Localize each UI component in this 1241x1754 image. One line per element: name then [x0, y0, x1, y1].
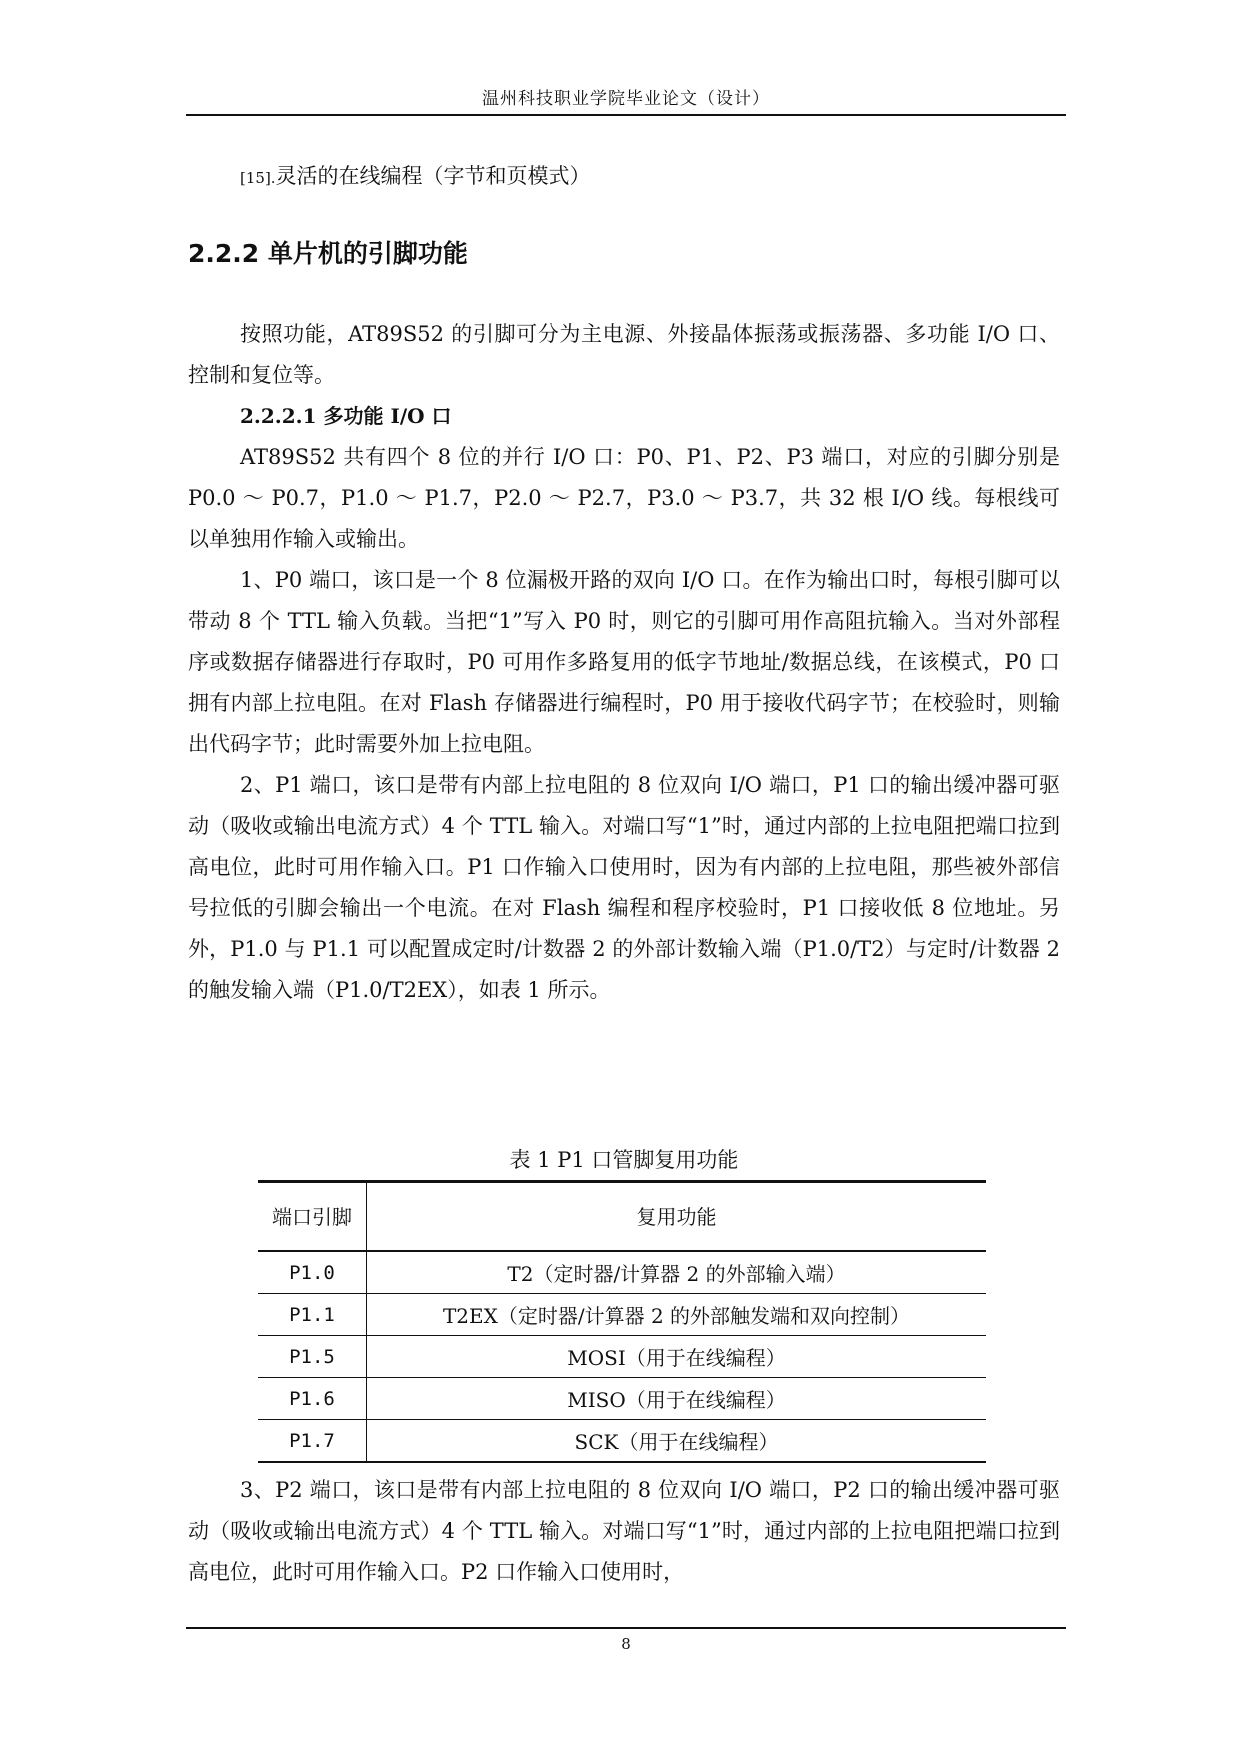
list-item — [188, 160, 1060, 194]
table-row — [258, 1251, 986, 1294]
body-text — [188, 314, 1060, 1011]
subsection-heading: 2.2.2.1 多功能 I/O 口 — [240, 404, 452, 428]
paragraph-p2-port: 3、P2 端口，该口是带有内部上拉电阻的 8 位双向 I/O 端口，P2 口的输出缓冲器可驱动（吸收或输出电流方式）4 个 TTL 输入。对端口写“1”时，通过内部的上拉电阻把端口拉到高电位，此时可用作输入口。P2 口作输入口使用时， — [188, 1478, 1060, 1584]
paragraph-p0-port: 1、P0 端口，该口是一个 8 位漏极开路的双向 I/O 口。在作为输出口时，每根引脚可以带动 8 个 TTL 输入负载。当把“1”写入 P0 时，则它的引脚可用作高阻抗输入。当对外部程序或数据存储器进行存取时，P0 可用作多路复用的低字节地址/数据总线，在该模式，P0 口拥有内部上拉电阻。在对 Flash 存储器进行编程时，P0 用于接收代码字节；在校验时，则输出代码字节；此时需要外加上拉电阻。 — [188, 568, 1060, 756]
table-cell-pin: P1.1 — [258, 1294, 367, 1336]
section-heading: 2.2.2 单片机的引脚功能 — [188, 239, 468, 268]
table-cell-function: MOSI（用于在线编程） — [367, 1336, 987, 1378]
page-header-title: 温州科技职业学院毕业论文（设计） — [482, 89, 770, 109]
intro-paragraph: 按照功能，AT89S52 的引脚可分为主电源、外接晶体振荡或振荡器、多功能 I/O 口、控制和复位等。 — [188, 322, 1060, 387]
table-cell-pin: P1.0 — [258, 1251, 367, 1294]
table-row — [258, 1420, 986, 1463]
paragraph-p1-port: 2、P1 端口，该口是带有内部上拉电阻的 8 位双向 I/O 端口，P1 口的输出缓冲器可驱动（吸收或输出电流方式）4 个 TTL 输入。对端口写“1”时，通过内部的上拉电阻把端口拉到高电位，此时可用作输入口。P1 口作输入口使用时，因为有内部的上拉电阻，那些被外部信号拉低的引脚会输出一个电流。在对 Flash 编程和程序校验时，P1 口接收低 8 位地址。另外，P1.0 与 P1.1 可以配置成定时/计数器 2 的外部计数输入端（P1.0/T2）与定时/计数器 2 的触发输入端（P1.0/T2EX），如表 1 所示。 — [188, 773, 1060, 1002]
table-cell-pin: P1.5 — [258, 1336, 367, 1378]
table-caption: 表 1 P1 口管脚复用功能 — [509, 1148, 739, 1172]
page-number: 8 — [621, 1635, 631, 1653]
list-item-reference: [15]. — [240, 169, 276, 187]
column-header-pin: 端口引脚 — [258, 1182, 367, 1252]
column-header-function: 复用功能 — [367, 1182, 987, 1252]
paragraph-io-overview: AT89S52 共有四个 8 位的并行 I/O 口：P0、P1、P2、P3 端口，对应的引脚分别是 P0.0 ～ P0.7，P1.0 ～ P1.7，P2.0 ～ P2.7，P3.0 ～ P3.7，共 32 根 I/O 线。每根线可以单独用作输入或输出。 — [188, 445, 1060, 551]
table-cell-function: T2（定时器/计算器 2 的外部输入端） — [367, 1251, 987, 1294]
list-item-text: 灵活的在线编程（字节和页模式） — [275, 164, 591, 188]
body-text-continued — [188, 1470, 1060, 1593]
p1-pin-function-table — [258, 1180, 986, 1463]
table-row — [258, 1336, 986, 1378]
table-cell-pin: P1.6 — [258, 1378, 367, 1420]
table-row — [258, 1294, 986, 1336]
table-cell-function: T2EX（定时器/计算器 2 的外部触发端和双向控制） — [367, 1294, 987, 1336]
table-header-row — [258, 1182, 986, 1252]
table-cell-pin: P1.7 — [258, 1420, 367, 1463]
table-cell-function: MISO（用于在线编程） — [367, 1378, 987, 1420]
footer-divider — [186, 1627, 1066, 1629]
table-cell-function: SCK（用于在线编程） — [367, 1420, 987, 1463]
table-row — [258, 1378, 986, 1420]
header-divider — [186, 114, 1066, 116]
